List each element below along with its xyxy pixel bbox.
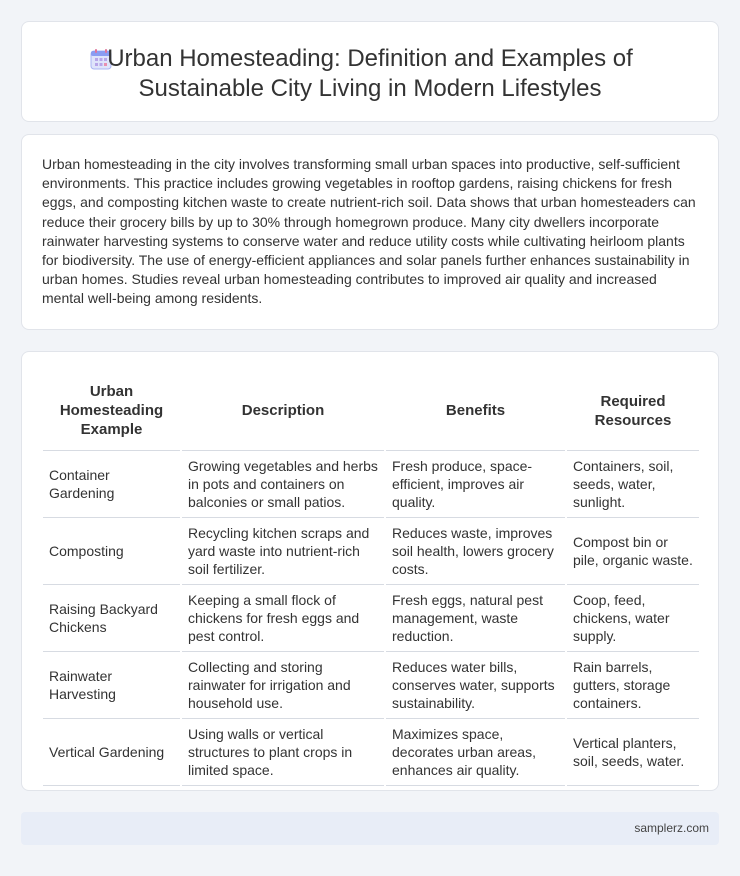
cell-resources: Coop, feed, chickens, water supply. [566,584,699,651]
cell-description: Using walls or vertical structures to plant crops in limited space. [181,718,385,785]
cell-description: Collecting and storing rainwater for irrigation and household use. [181,651,385,718]
examples-table [43,372,699,786]
header-example: Urban Homesteading Example [43,372,181,450]
cell-benefits: Reduces waste, improves soil health, lowers grocery costs. [385,517,566,584]
cell-description: Recycling kitchen scraps and yard waste into nutrient-rich soil fertilizer. [181,517,385,584]
header-resources: Required Resources [566,372,699,450]
cell-resources: Containers, soil, seeds, water, sunlight. [566,450,699,517]
header-benefits: Benefits [385,372,566,450]
table-row [43,450,699,517]
footer-site-link[interactable]: samplerz.com [634,821,709,835]
cell-description: Growing vegetables and herbs in pots and containers on balconies or small patios. [181,450,385,517]
cell-benefits: Fresh eggs, natural pest management, waste reduction. [385,584,566,651]
intro-paragraph: Urban homesteading in the city involves transforming small urban spaces into productive, self-sufficient environments. This practice includes growing vegetables in rooftop gardens, raising chickens for fresh eggs, and composting kitchen waste to create nutrient-rich soil. Data shows that urban homesteaders can reduce their grocery bills by up to 30% through homegrown produce. Many city dwellers incorporate rainwater harvesting systems to conserve water and reduce utility costs while cultivating heirloom plants for biodiversity. The use of energy-efficient appliances and solar panels further enhances sustainability in urban homes. Studies reveal urban homesteading contributes to improved air quality and increased mental well-being among residents. [42,156,696,307]
cell-resources: Compost bin or pile, organic waste. [566,517,699,584]
cell-example: Raising Backyard Chickens [43,584,181,651]
table-row [43,517,699,584]
cell-resources: Rain barrels, gutters, storage containers. [566,651,699,718]
footer-bar [21,812,719,845]
cell-example: Container Gardening [43,450,181,517]
intro-card [21,134,719,330]
table-row [43,718,699,785]
cell-benefits: Maximizes space, decorates urban areas, enhances air quality. [385,718,566,785]
cell-resources: Vertical planters, soil, seeds, water. [566,718,699,785]
page-title: Urban Homesteading: Definition and Examples of Sustainable City Living in Modern Lifestyles [107,45,633,102]
cell-description: Keeping a small flock of chickens for fresh eggs and pest control. [181,584,385,651]
table-row [43,584,699,651]
cell-example: Composting [43,517,181,584]
table-card [21,351,719,791]
cell-example: Rainwater Harvesting [43,651,181,718]
table-row [43,651,699,718]
cell-benefits: Reduces water bills, conserves water, supports sustainability. [385,651,566,718]
cell-benefits: Fresh produce, space-efficient, improves air quality. [385,450,566,517]
table-header-row [43,372,699,450]
header-description: Description [181,372,385,450]
title-card [21,21,719,122]
cell-example: Vertical Gardening [43,718,181,785]
